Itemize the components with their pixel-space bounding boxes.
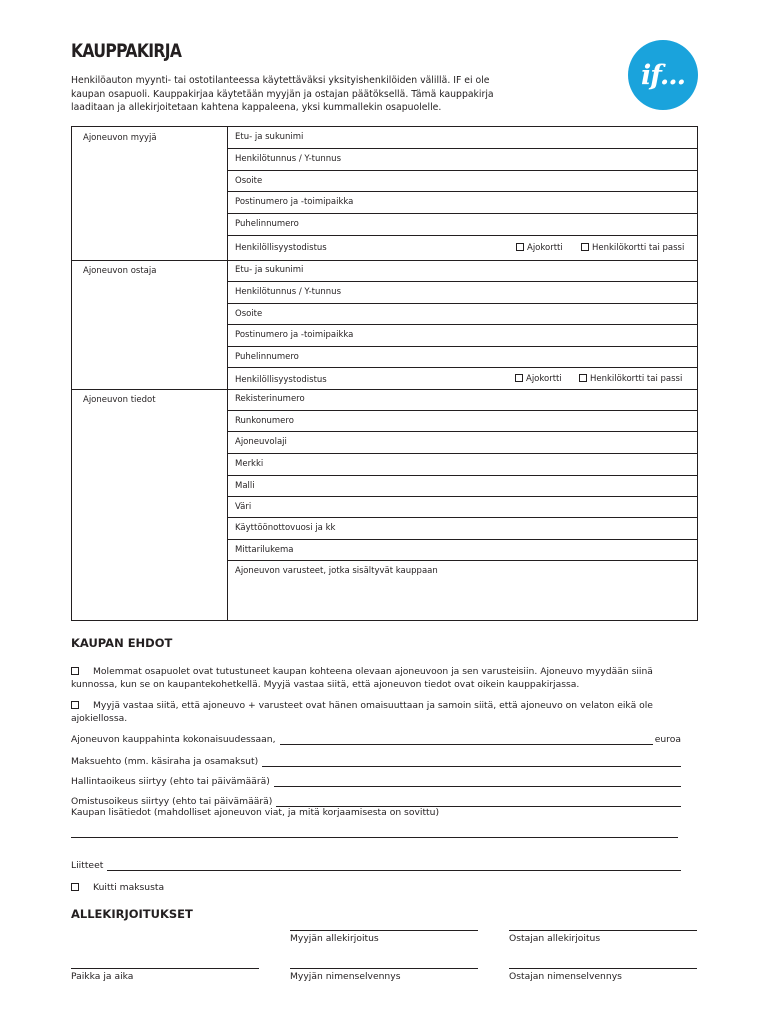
terms-clause-1: Molemmat osapuolet ovat tutustuneet kaupan kohteena olevaan ajoneuvoon ja sen varusteisiin. Ajoneuvo myydään siinä kunnossa, kun se on kaupantekohetkellä. Myyjä vastaa siitä, että ajoneuvon tiedot ovat oikein kauppakirjassa. bbox=[71, 666, 653, 690]
seller-signature-line[interactable] bbox=[290, 930, 478, 931]
seller-name-label: Myyjän nimenselvennys bbox=[290, 971, 401, 982]
price-input-line[interactable] bbox=[280, 735, 653, 745]
buyer-name-field[interactable]: Etu- ja sukunimi bbox=[235, 265, 304, 275]
clause-1-checkbox[interactable] bbox=[71, 667, 79, 675]
ownership-transfer-field[interactable]: Omistusoikeus siirtyy (ehto tai päivämäärä) bbox=[71, 796, 681, 807]
signatures-heading: ALLEKIRJOITUKSET bbox=[71, 907, 193, 921]
seller-name-field[interactable]: Etu- ja sukunimi bbox=[235, 132, 304, 142]
attachments-field[interactable]: Liitteet bbox=[71, 860, 681, 871]
additional-info-label: Kaupan lisätiedot (mahdolliset ajoneuvon viat, ja mitä korjaamisesta on sovittu) bbox=[71, 807, 440, 818]
vehicle-label: Ajoneuvon tiedot bbox=[83, 395, 156, 405]
seller-address-field[interactable]: Osoite bbox=[227, 170, 697, 191]
buyer-id-card-option[interactable]: Henkilökortti tai passi bbox=[579, 374, 682, 384]
seller-label: Ajoneuvon myyjä bbox=[83, 133, 157, 143]
payment-terms-input-line[interactable] bbox=[262, 757, 681, 767]
vehicle-sale-form-table bbox=[71, 126, 698, 621]
buyer-id-number-field[interactable]: Henkilötunnus / Y-tunnus bbox=[227, 281, 697, 303]
price-field[interactable]: Ajoneuvon kauppahinta kokonaisuudessaan, euroa bbox=[71, 734, 681, 745]
chassis-number-field[interactable]: Runkonumero bbox=[227, 410, 697, 431]
possession-input-line[interactable] bbox=[274, 777, 681, 787]
buyer-label: Ajoneuvon ostaja bbox=[83, 266, 157, 276]
terms-clause-2: Myyjä vastaa siitä, että ajoneuvo + varusteet ovat hänen omaisuuttaan ja samoin siitä, että ajoneuvo on velaton eikä ole ajokiellossa. bbox=[71, 700, 653, 724]
checkbox[interactable] bbox=[515, 374, 523, 382]
seller-name-line[interactable] bbox=[290, 968, 478, 969]
vehicle-type-field[interactable]: Ajoneuvolaji bbox=[227, 431, 697, 453]
seller-phone-field[interactable]: Puhelinnumero bbox=[227, 213, 697, 235]
seller-identity-document-field: Henkilöllisyystodistus Ajokortti Henkilökortti tai passi bbox=[227, 235, 697, 260]
clause-2-checkbox[interactable] bbox=[71, 701, 79, 709]
seller-postal-field[interactable]: Postinumero ja -toimipaikka bbox=[227, 191, 697, 213]
receipt-option: Kuitti maksusta bbox=[71, 881, 681, 894]
if-logo: if... bbox=[628, 40, 698, 110]
buyer-phone-field[interactable]: Puhelinnumero bbox=[227, 346, 697, 367]
buyer-signature-label: Ostajan allekirjoitus bbox=[509, 933, 601, 944]
included-equipment-field[interactable]: Ajoneuvon varusteet, jotka sisältyvät kauppaan bbox=[227, 560, 697, 620]
seller-id-number-field[interactable]: Henkilötunnus / Y-tunnus bbox=[227, 148, 697, 170]
first-registration-field[interactable]: Käyttöönottovuosi ja kk bbox=[227, 517, 697, 539]
buyer-name-line[interactable] bbox=[509, 968, 697, 969]
buyer-name-label: Ostajan nimenselvennys bbox=[509, 971, 622, 982]
checkbox[interactable] bbox=[579, 374, 587, 382]
seller-signature-label: Myyjän allekirjoitus bbox=[290, 933, 379, 944]
additional-info-input-line[interactable] bbox=[71, 837, 678, 838]
buyer-signature-line[interactable] bbox=[509, 930, 697, 931]
possession-transfer-field[interactable]: Hallintaoikeus siirtyy (ehto tai päivämäärä) bbox=[71, 776, 681, 787]
seller-id-card-option[interactable]: Henkilökortti tai passi bbox=[581, 243, 684, 253]
intro-text: Henkilöauton myynti- tai ostotilanteessa käytettäväksi yksityishenkilöiden välillä. IF ei ole kaupan osapuoli. Kauppakirjaa käytetään myyjän ja ostajan päätöksellä. Tämä kauppakirja laaditaan ja allekirjoitetaan kahtena kappaleena, yksi kummallekin osapuolelle. bbox=[71, 75, 494, 113]
terms-heading: KAUPAN EHDOT bbox=[71, 636, 173, 650]
attachments-input-line[interactable] bbox=[107, 861, 681, 871]
buyer-address-field[interactable]: Osoite bbox=[227, 303, 697, 324]
buyer-driving-licence-option[interactable]: Ajokortti bbox=[515, 374, 562, 384]
buyer-postal-field[interactable]: Postinumero ja -toimipaikka bbox=[227, 324, 697, 346]
odometer-field[interactable]: Mittarilukema bbox=[227, 539, 697, 560]
registration-number-field[interactable]: Rekisterinumero bbox=[235, 394, 305, 404]
seller-driving-licence-option[interactable]: Ajokortti bbox=[516, 243, 563, 253]
place-date-line[interactable] bbox=[71, 968, 259, 969]
make-field[interactable]: Merkki bbox=[227, 453, 697, 475]
buyer-identity-document-field: Henkilöllisyystodistus Ajokortti Henkilökortti tai passi bbox=[227, 367, 697, 389]
page-title: KAUPPAKIRJA bbox=[71, 40, 182, 62]
colour-field[interactable]: Väri bbox=[227, 496, 697, 517]
receipt-checkbox[interactable] bbox=[71, 883, 79, 891]
payment-terms-field[interactable]: Maksuehto (mm. käsiraha ja osamaksut) bbox=[71, 756, 681, 767]
checkbox[interactable] bbox=[581, 243, 589, 251]
model-field[interactable]: Malli bbox=[227, 475, 697, 496]
place-date-label: Paikka ja aika bbox=[71, 971, 134, 982]
checkbox[interactable] bbox=[516, 243, 524, 251]
